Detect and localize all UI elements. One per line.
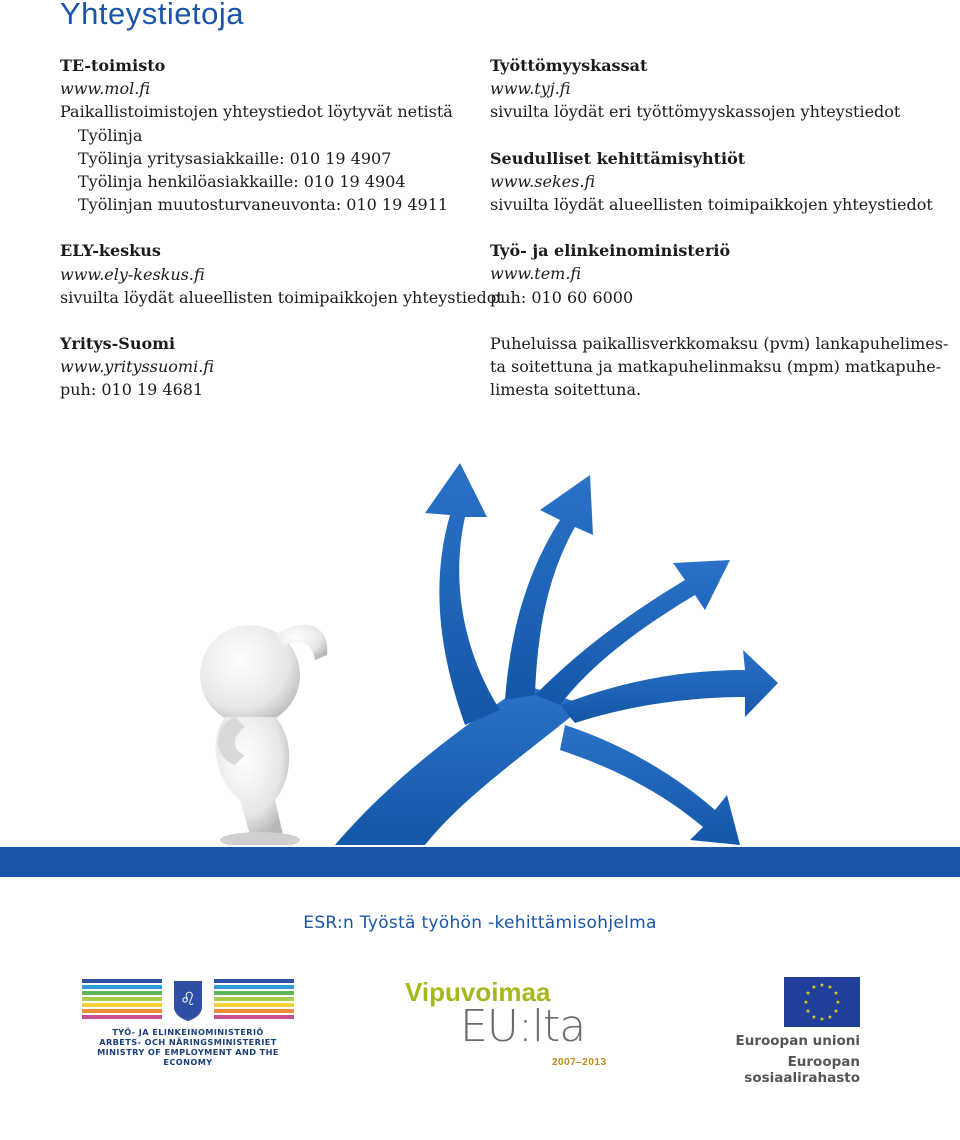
vipuvoimaa-eu: EU:lta — [460, 1001, 586, 1052]
left-column — [60, 54, 503, 402]
tyj-heading: Työttömyyskassat — [490, 56, 648, 75]
tem-heading: Työ- ja elinkeinoministeriö — [490, 241, 731, 261]
svg-text:★: ★ — [811, 984, 817, 991]
thinking-figure — [200, 625, 327, 845]
tyolinja-line: Työlinjan muutosturvaneuvonta: 010 19 4911 — [78, 195, 449, 215]
tyj-url[interactable]: www.tyj.fi — [490, 79, 571, 99]
page-title: Yhteystietoja — [60, 0, 244, 31]
tyj-text: sivuilta löydät eri työttömyyskassojen yhteystiedot — [490, 102, 901, 122]
svg-text:★: ★ — [827, 1014, 833, 1021]
tem-phone: puh: 010 60 6000 — [490, 287, 634, 307]
te-text: Paikallistoimistojen yhteystiedot löytyvät netistä — [60, 102, 453, 122]
vipuvoimaa-years: 2007–2013 — [552, 1057, 607, 1068]
svg-text:★: ★ — [805, 1008, 811, 1015]
tyolinja-line: Työlinja yritysasiakkaille: 010 19 4907 — [78, 148, 392, 168]
svg-text:★: ★ — [827, 984, 833, 991]
yritys-heading: Yritys-Suomi — [60, 334, 176, 354]
yritys-phone: puh: 010 19 4681 — [60, 380, 204, 400]
ely-url[interactable]: www.ely-keskus.fi — [60, 264, 205, 284]
call-cost-note: ta soitettuna ja matkapuhelinmaksu (mpm) matkapuhe- — [490, 357, 942, 377]
ministry-name-en: MINISTRY OF EMPLOYMENT AND THE ECONOMY — [97, 1047, 279, 1067]
yritys-url[interactable]: www.yrityssuomi.fi — [60, 357, 214, 377]
svg-text:★: ★ — [805, 990, 811, 997]
ministry-name-sv: ARBETS- OCH NÄRINGSMINISTERIET — [99, 1037, 277, 1047]
arrows-illustration — [165, 455, 778, 845]
vipuvoimaa-title: Vipuvoimaa — [405, 977, 551, 1007]
call-cost-note: Puheluissa paikallisverkkomaksu (pvm) lankapuhelimes- — [490, 333, 949, 353]
te-url[interactable]: www.mol.fi — [60, 79, 150, 99]
tyolinja-line: Työlinja henkilöasiakkaille: 010 19 4904 — [78, 172, 406, 192]
right-column — [490, 54, 949, 401]
call-cost-note: limesta soitettuna. — [490, 380, 642, 400]
svg-text:★: ★ — [811, 1014, 817, 1021]
te-heading: TE-toimisto — [60, 56, 166, 75]
finnish-lion-emblem — [174, 981, 202, 1021]
sekes-heading: Seudulliset kehittämisyhtiöt — [490, 148, 746, 168]
tyolinja-heading: Työlinja — [78, 125, 143, 145]
ely-text: sivuilta löydät alueellisten toimipaikkojen yhteystiedot — [60, 287, 503, 307]
ely-heading: ELY-keskus — [60, 241, 161, 261]
svg-text:★: ★ — [833, 1008, 839, 1015]
tem-url[interactable]: www.tem.fi — [490, 264, 582, 284]
blue-band — [0, 847, 960, 877]
svg-text:♌: ♌ — [179, 989, 197, 1010]
ministry-name-fi: TYÖ- JA ELINKEINOMINISTERIÖ — [112, 1027, 264, 1037]
svg-text:★: ★ — [819, 1016, 825, 1023]
eu-union-label: Euroopan unioni — [735, 1033, 860, 1049]
eu-fund-label: Euroopan sosiaalirahasto — [744, 1054, 860, 1086]
program-title: ESR:n Työstä työhön -kehittämisohjelma — [303, 913, 657, 933]
sekes-url[interactable]: www.sekes.fi — [490, 171, 596, 191]
svg-text:★: ★ — [819, 982, 825, 989]
svg-text:★: ★ — [833, 990, 839, 997]
svg-text:★: ★ — [803, 999, 809, 1006]
eu-flag-icon — [784, 977, 860, 1027]
svg-text:★: ★ — [835, 999, 841, 1006]
sekes-text: sivuilta löydät alueellisten toimipaikkojen yhteystiedot — [490, 195, 933, 215]
